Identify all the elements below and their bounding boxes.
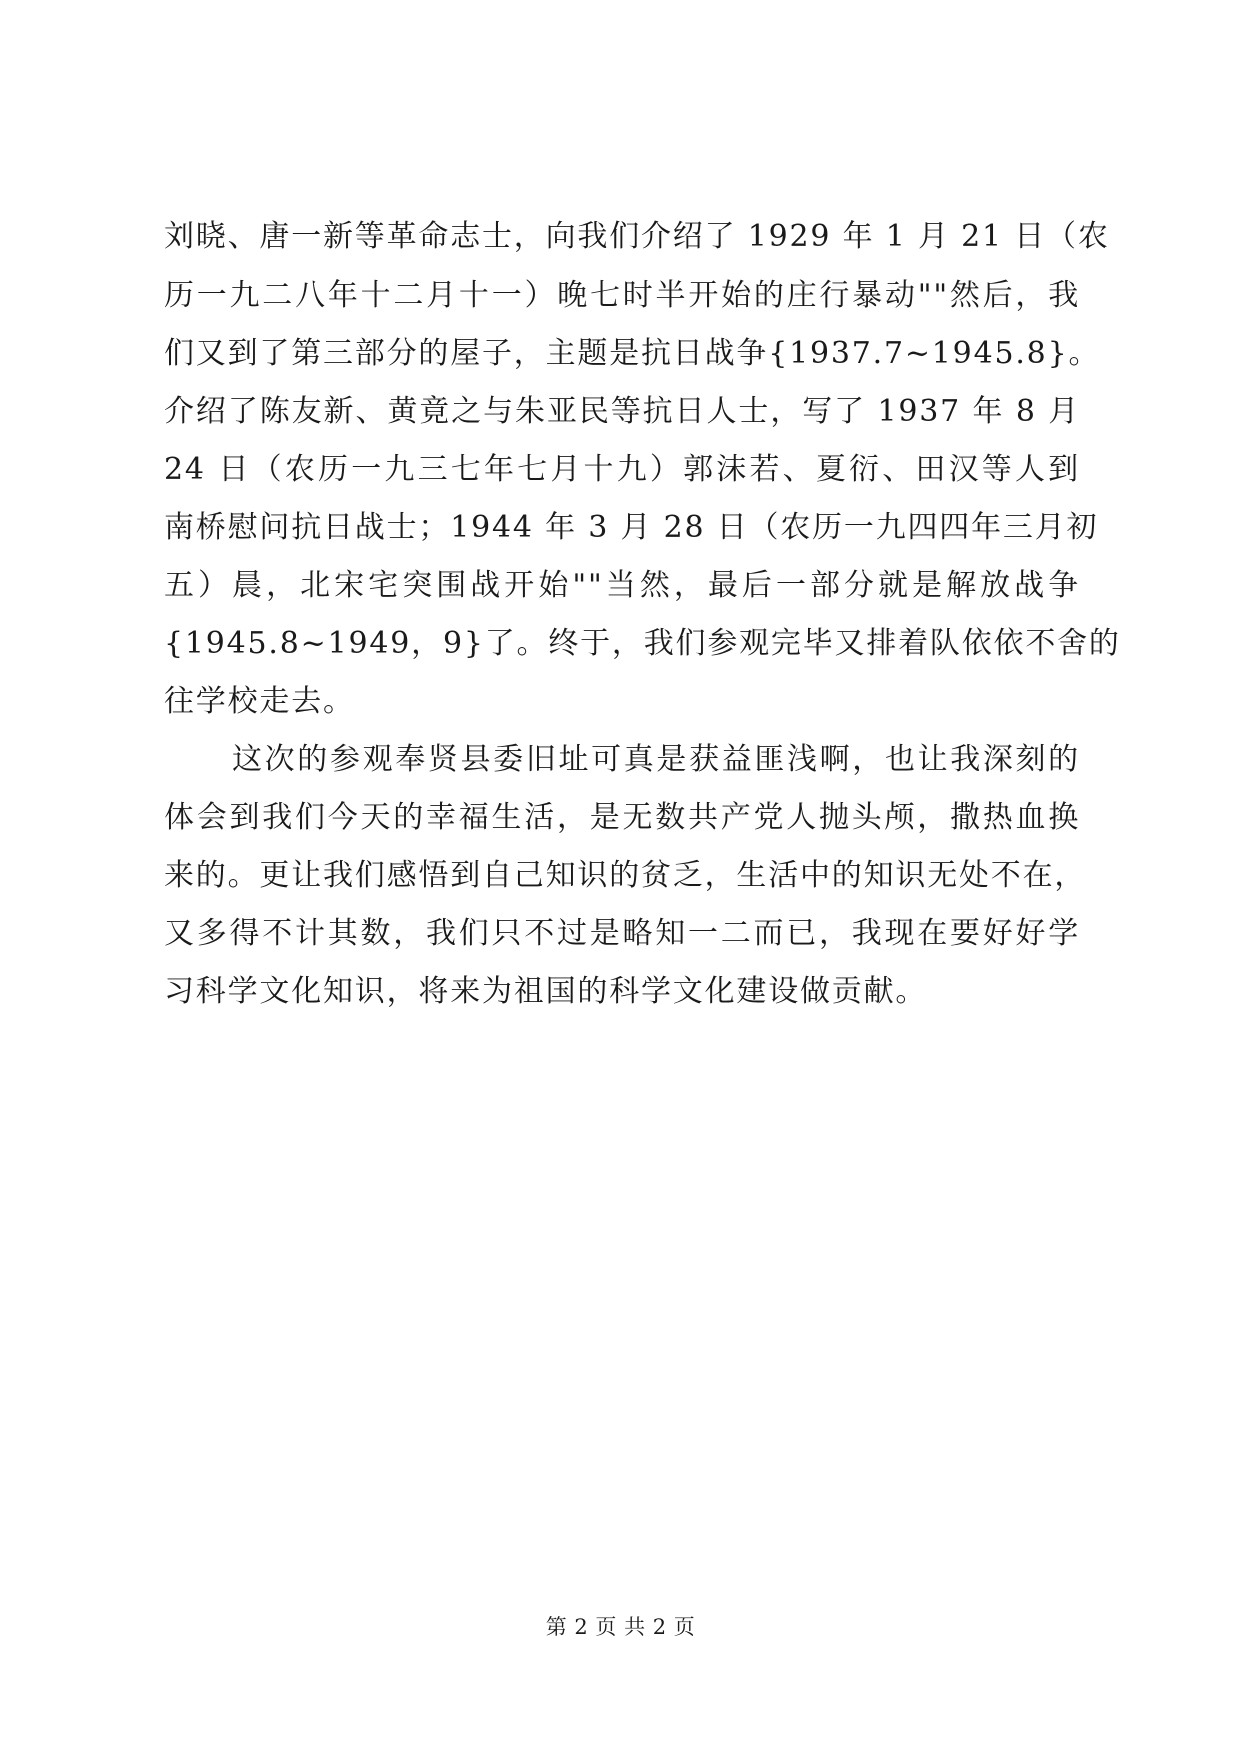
paragraph-2-line-5: 习科学文化知识，将来为祖国的科学文化建设做贡献。 (164, 974, 928, 1009)
paragraph-1-line-1: 刘晓、唐一新等革命志士，向我们介绍了 1929 年 1 月 21 日（农 (164, 219, 1110, 254)
paragraph-1-line-5: 24 日（农历一九三七年七月十九）郭沫若、夏衍、田汉等人到 (164, 452, 1080, 487)
paragraph-1-line-9: 往学校走去。 (164, 684, 355, 719)
paragraph-2-line-3: 来的。更让我们感悟到自己知识的贫乏，生活中的知识无处不在， (164, 858, 1087, 893)
paragraph-1-line-4: 介绍了陈友新、黄竟之与朱亚民等抗日人士，写了 1937 年 8 月 (164, 394, 1080, 429)
paragraph-2-line-1: 这次的参观奉贤县委旧址可真是获益匪浅啊，也让我深刻的 (232, 742, 1080, 777)
paragraph-1-line-2: 历一九二八年十二月十一）晚七时半开始的庄行暴动""然后，我 (164, 278, 1080, 313)
paragraph-1-line-3: 们又到了第三部分的屋子，主题是抗日战争{1937.7~1945.8}。 (164, 336, 1101, 371)
paragraph-2-line-2: 体会到我们今天的幸福生活，是无数共产党人抛头颅，撒热血换 (164, 800, 1080, 835)
paragraph-1-line-8: {1945.8~1949，9}了。终于，我们参观完毕又排着队依依不舍的 (164, 626, 1121, 661)
page-number-footer: 第 2 页 共 2 页 (545, 1615, 696, 1639)
paragraph-2-line-4: 又多得不计其数，我们只不过是略知一二而已，我现在要好好学 (164, 916, 1080, 951)
paragraph-1-line-6: 南桥慰问抗日战士；1944 年 3 月 28 日（农历一九四四年三月初 (164, 510, 1099, 545)
paragraph-1-line-7: 五）晨，北宋宅突围战开始""当然，最后一部分就是解放战争 (164, 568, 1080, 603)
